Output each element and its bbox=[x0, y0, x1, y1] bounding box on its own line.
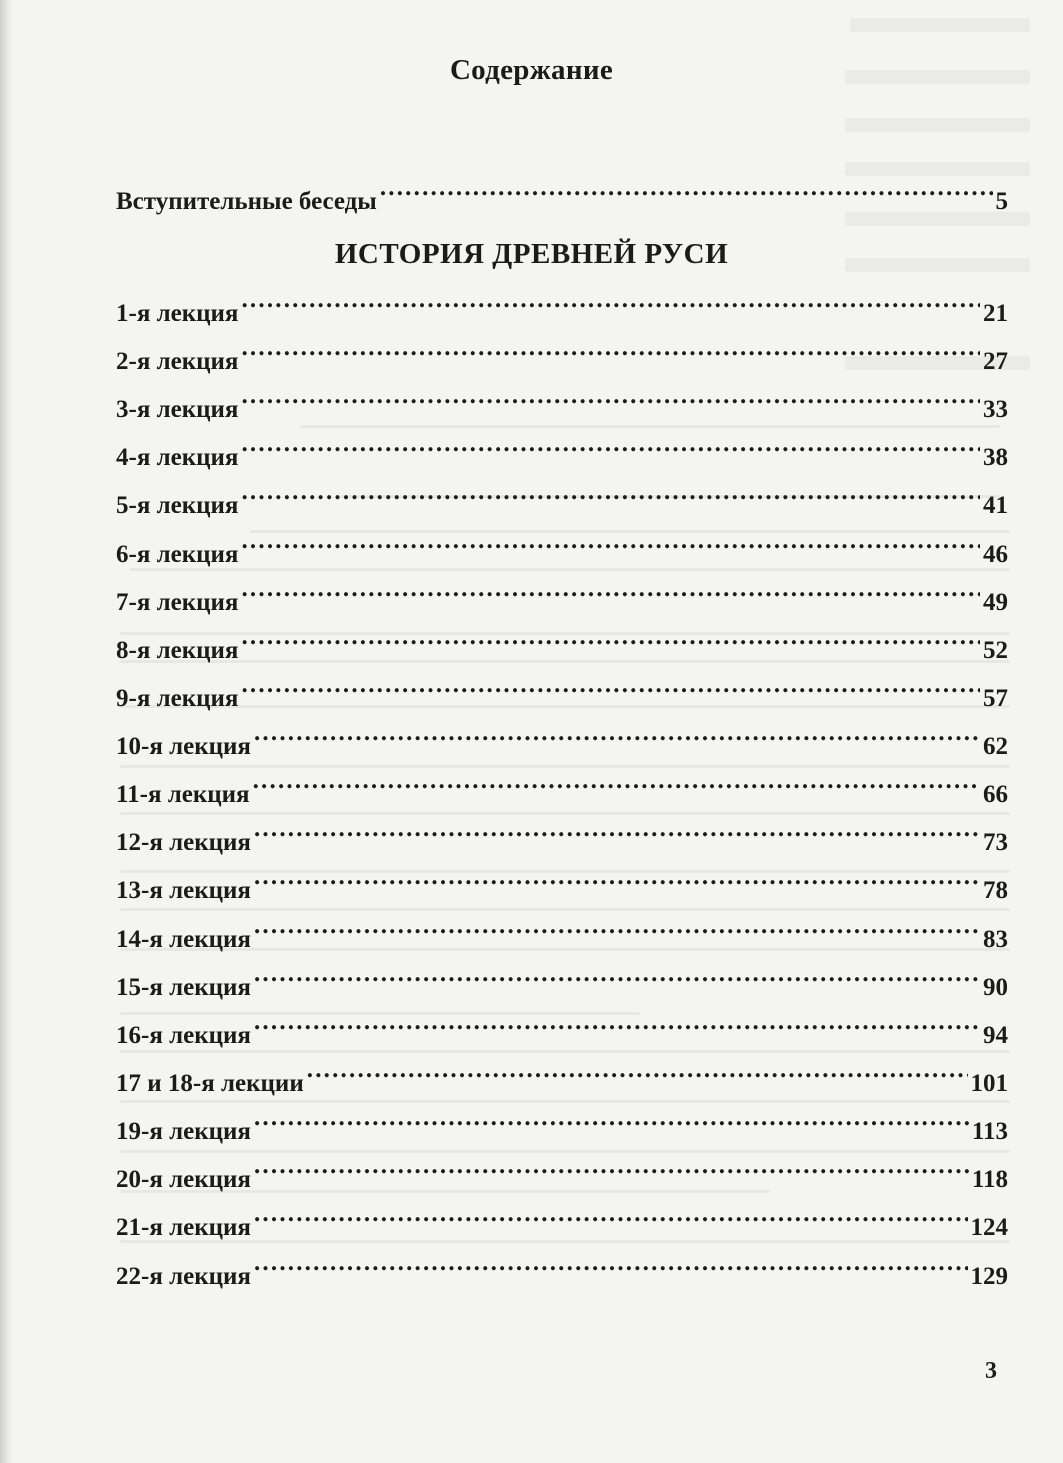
toc-entry-label: 1-я лекция bbox=[116, 300, 239, 327]
toc-entry-label: 15-я лекция bbox=[116, 974, 251, 1001]
toc-entry-label: 21-я лекция bbox=[116, 1214, 251, 1241]
toc-entry bbox=[116, 1157, 1008, 1195]
toc-entry-label: 14-я лекция bbox=[116, 926, 251, 953]
toc-entry-page: 49 bbox=[983, 589, 1008, 616]
toc-leader-dots bbox=[307, 1061, 968, 1091]
toc-entry-label: 8-я лекция bbox=[116, 637, 239, 664]
toc-entry-label: 11-я лекция bbox=[116, 781, 250, 808]
toc-leader-dots bbox=[254, 1254, 968, 1284]
toc-entry-label: 5-я лекция bbox=[116, 492, 239, 519]
page-edge-shadow bbox=[0, 0, 14, 1463]
toc-entry-page: 5 bbox=[995, 188, 1008, 215]
toc-entry bbox=[116, 628, 1008, 666]
toc-leader-dots bbox=[254, 1205, 968, 1235]
toc-entry-label: 13-я лекция bbox=[116, 877, 251, 904]
toc-leader-dots bbox=[254, 1109, 969, 1139]
toc-entry bbox=[116, 387, 1008, 425]
toc-leader-dots bbox=[254, 724, 980, 754]
toc-leader-dots bbox=[241, 435, 980, 465]
toc-entry-label: 9-я лекция bbox=[116, 685, 239, 712]
toc-entry bbox=[116, 868, 1008, 906]
toc-entry bbox=[116, 1254, 1008, 1292]
toc-entry-page: 113 bbox=[971, 1118, 1008, 1145]
toc-entry bbox=[116, 1061, 1008, 1099]
toc-entry bbox=[116, 1109, 1008, 1147]
toc-entry-page: 52 bbox=[983, 637, 1008, 664]
toc-entry bbox=[116, 1013, 1008, 1051]
toc-entry-page: 41 bbox=[983, 492, 1008, 519]
toc-entry-page: 21 bbox=[983, 300, 1008, 327]
toc-entry bbox=[116, 724, 1008, 762]
toc-entry-page: 57 bbox=[983, 685, 1008, 712]
toc-leader-dots bbox=[241, 580, 980, 610]
toc-entry-page: 101 bbox=[970, 1070, 1008, 1097]
toc-entry-page: 73 bbox=[983, 829, 1008, 856]
toc-entry-label: 7-я лекция bbox=[116, 589, 239, 616]
toc-entry-page: 94 bbox=[983, 1022, 1008, 1049]
toc-leader-dots bbox=[253, 772, 980, 802]
toc-leader-dots bbox=[241, 676, 980, 706]
toc-entry-page: 66 bbox=[983, 781, 1008, 808]
toc-entry bbox=[116, 965, 1008, 1003]
toc-leader-dots bbox=[254, 1013, 980, 1043]
toc-entry-label: 4-я лекция bbox=[116, 444, 239, 471]
toc-entry-introductory bbox=[116, 179, 1008, 217]
toc-entry bbox=[116, 1205, 1008, 1243]
toc-entry bbox=[116, 291, 1008, 329]
toc-entry-page: 46 bbox=[983, 541, 1008, 568]
toc-entry bbox=[116, 532, 1008, 570]
toc-leader-dots bbox=[380, 179, 993, 209]
toc-entry bbox=[116, 820, 1008, 858]
toc-entry-label: 22-я лекция bbox=[116, 1263, 251, 1290]
toc-entry-label: 2-я лекция bbox=[116, 348, 239, 375]
toc-entry bbox=[116, 676, 1008, 714]
toc-entry-label: 20-я лекция bbox=[116, 1166, 251, 1193]
toc-entry-page: 78 bbox=[983, 877, 1008, 904]
toc-entry bbox=[116, 435, 1008, 473]
toc-entry-page: 83 bbox=[983, 926, 1008, 953]
toc-leader-dots bbox=[254, 917, 980, 947]
toc-leader-dots bbox=[241, 628, 980, 658]
toc-entry-page: 90 bbox=[983, 974, 1008, 1001]
toc-entry-label: 6-я лекция bbox=[116, 541, 239, 568]
toc-entry-page: 27 bbox=[983, 348, 1008, 375]
toc-entry bbox=[116, 339, 1008, 377]
toc-entry bbox=[116, 917, 1008, 955]
toc-entry-page: 38 bbox=[983, 444, 1008, 471]
toc-leader-dots bbox=[241, 532, 980, 562]
toc-entry bbox=[116, 772, 1008, 810]
toc-entry-label: 12-я лекция bbox=[116, 829, 251, 856]
toc-entry-label: Вступительные беседы bbox=[116, 188, 377, 215]
toc-entry-label: 19-я лекция bbox=[116, 1118, 251, 1145]
page-number: 3 bbox=[985, 1358, 997, 1384]
toc-leader-dots bbox=[241, 483, 980, 513]
toc-entry bbox=[116, 483, 1008, 521]
toc-leader-dots bbox=[254, 965, 980, 995]
toc-entry-page: 129 bbox=[970, 1263, 1008, 1290]
toc-entry-label: 17 и 18-я лекции bbox=[116, 1070, 304, 1097]
toc-leader-dots bbox=[241, 387, 980, 417]
toc-entry-page: 33 bbox=[983, 396, 1008, 423]
contents-heading: Содержание bbox=[449, 54, 614, 86]
toc-leader-dots bbox=[241, 291, 980, 321]
toc-entry-label: 3-я лекция bbox=[116, 396, 239, 423]
toc-entry-label: 16-я лекция bbox=[116, 1022, 251, 1049]
toc-leader-dots bbox=[254, 820, 980, 850]
toc-entry-page: 118 bbox=[971, 1166, 1008, 1193]
toc-entry-label: 10-я лекция bbox=[116, 733, 251, 760]
toc-leader-dots bbox=[241, 339, 980, 369]
toc-leader-dots bbox=[254, 868, 980, 898]
toc-entry-page: 124 bbox=[970, 1214, 1008, 1241]
section-heading: ИСТОРИЯ ДРЕВНЕЙ РУСИ bbox=[334, 238, 729, 270]
toc-leader-dots bbox=[254, 1157, 969, 1187]
toc-entry-page: 62 bbox=[983, 733, 1008, 760]
toc-entry bbox=[116, 580, 1008, 618]
